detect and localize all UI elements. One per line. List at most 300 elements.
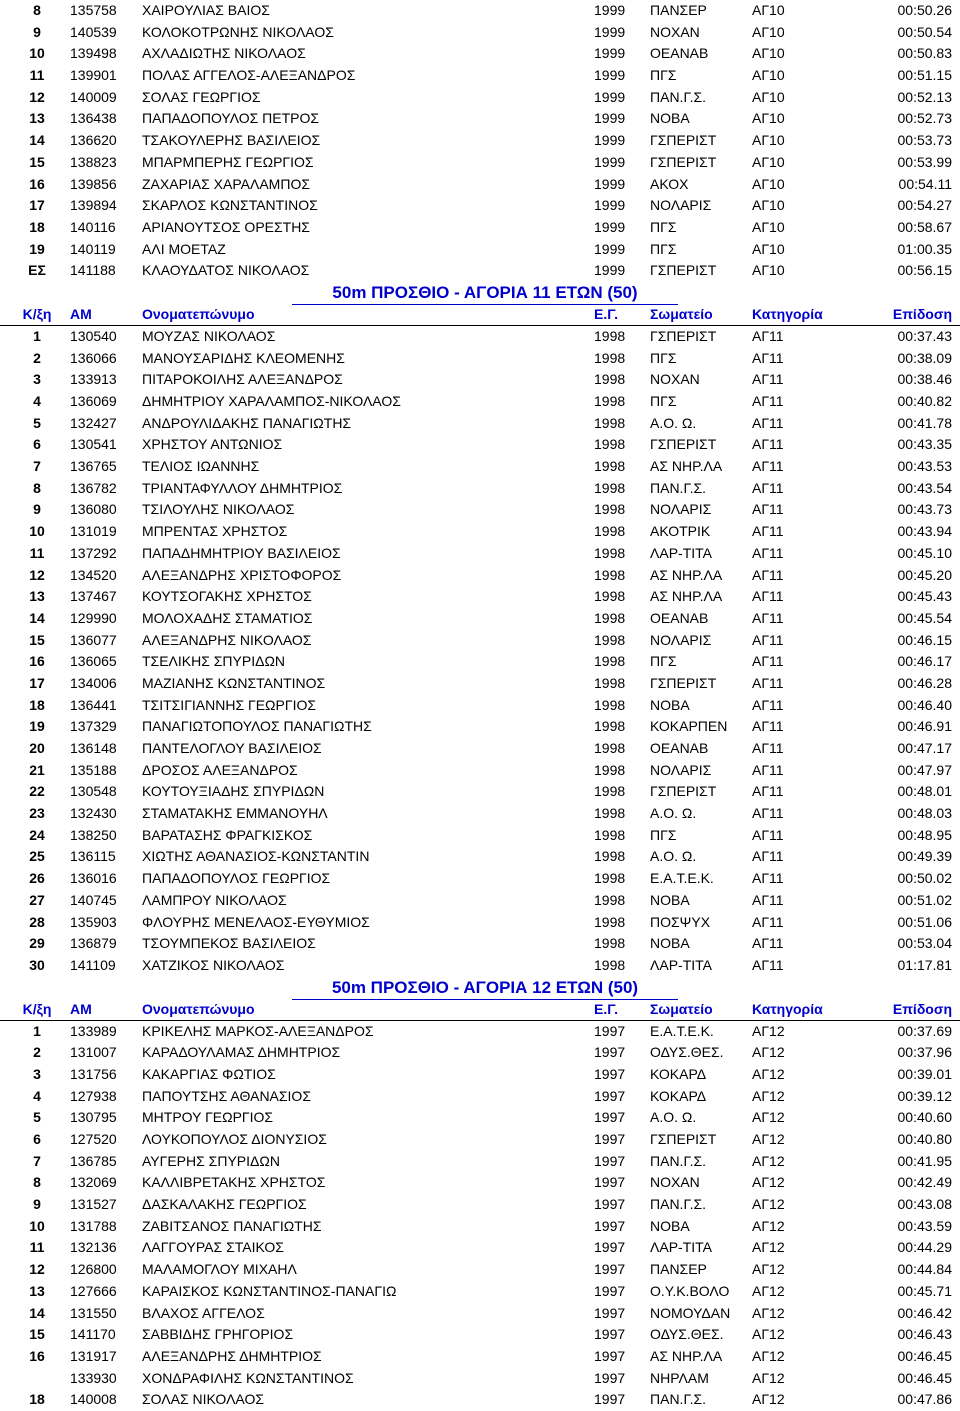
cell-rank: 16	[29, 653, 45, 670]
cell-athlete-name: ΦΛΟΥΡΗΣ ΜΕΝΕΛΑΟΣ-ΕΥΘΥΜΙΟΣ	[142, 913, 370, 930]
cell-category: ΑΓ11	[752, 653, 784, 670]
cell-club: ΛΑΡ-ΤΙΤΑ	[650, 956, 712, 973]
table-row	[0, 868, 960, 890]
cell-club: ΝΟΧΑΝ	[650, 1174, 700, 1191]
table-row	[0, 673, 960, 695]
cell-category: ΑΓ10	[752, 23, 785, 40]
cell-athlete-name: ΖΑΒΙΤΣΑΝΟΣ ΠΑΝΑΓΙΩΤΗΣ	[142, 1217, 322, 1234]
cell-athlete-name: ΖΑΧΑΡΙΑΣ ΧΑΡΑΛΑΜΠΟΣ	[142, 175, 310, 192]
cell-athlete-name: ΤΣΕΛΙΚΗΣ ΣΠΥΡΙΔΩΝ	[142, 653, 286, 670]
cell-rank: 24	[29, 826, 45, 843]
cell-birth-year: 1998	[594, 479, 626, 496]
table-row	[0, 1259, 960, 1281]
cell-time: 00:43.73	[897, 501, 952, 518]
cell-time: 00:37.43	[897, 327, 952, 344]
cell-time: 00:50.54	[897, 23, 952, 40]
cell-athlete-name: ΚΛΑΟΥΔΑΤΟΣ ΝΙΚΟΛΑΟΣ	[142, 262, 310, 279]
cell-time: 00:41.95	[897, 1152, 952, 1169]
cell-athlete-name: ΧΙΩΤΗΣ ΑΘΑΝΑΣΙΟΣ-ΚΩΝΣΤΑΝΤΙΝ	[142, 848, 370, 865]
cell-rank: 27	[29, 891, 45, 908]
table-row	[0, 108, 960, 130]
cell-time: 00:49.39	[897, 848, 952, 865]
cell-birth-year: 1999	[594, 110, 626, 127]
cell-club: ΓΣΠΕΡΙΣΤ	[650, 262, 717, 279]
cell-category: ΑΓ11	[752, 956, 784, 973]
cell-athlete-name: ΣΤΑΜΑΤΑΚΗΣ ΕΜΜΑΝΟΥΗΛ	[142, 805, 328, 822]
cell-athlete-id: 137329	[70, 718, 117, 735]
cell-athlete-id: 137292	[70, 544, 117, 561]
cell-rank: 13	[29, 1282, 45, 1299]
cell-rank: 26	[29, 870, 45, 887]
cell-category: ΑΓ12	[752, 1174, 785, 1191]
cell-club: ΓΣΠΕΡΙΣΤ	[650, 153, 717, 170]
cell-birth-year: 1999	[594, 218, 626, 235]
cell-category: ΑΓ12	[752, 1326, 785, 1343]
cell-rank: 5	[33, 414, 41, 431]
cell-birth-year: 1997	[594, 1239, 626, 1256]
cell-birth-year: 1998	[594, 501, 626, 518]
cell-rank: 14	[29, 132, 45, 149]
cell-category: ΑΓ11	[752, 783, 784, 800]
cell-club: ΠΓΣ	[650, 393, 677, 409]
cell-club: ΠΑΝΣΕΡ	[650, 1261, 707, 1278]
cell-athlete-id: 136065	[70, 653, 117, 670]
cell-club: ΝΟΧΑΝ	[650, 371, 700, 388]
cell-athlete-id: 136148	[70, 740, 117, 756]
cell-athlete-id: 135903	[70, 913, 117, 930]
cell-time: 00:43.08	[897, 1196, 952, 1213]
table-row	[0, 391, 960, 413]
cell-category: ΑΓ11	[752, 718, 784, 735]
cell-rank: 12	[29, 1261, 45, 1278]
cell-athlete-id: 140119	[70, 240, 116, 257]
cell-rank: 19	[29, 240, 45, 257]
cell-category: ΑΓ11	[752, 544, 784, 561]
header-athlete-id: ΑΜ	[70, 305, 92, 322]
cell-time: 00:51.02	[897, 891, 952, 908]
cell-rank: 13	[29, 110, 45, 127]
table-row	[0, 825, 960, 847]
cell-rank: ΕΣ	[28, 262, 46, 279]
cell-rank: 22	[29, 783, 45, 800]
cell-club: ΑΣ ΝΗΡ.ΛΑ	[650, 588, 723, 605]
cell-rank: 14	[29, 1304, 45, 1321]
cell-birth-year: 1997	[594, 1044, 626, 1061]
cell-rank: 15	[29, 153, 45, 170]
cell-rank: 18	[29, 1391, 45, 1408]
cell-time: 00:58.67	[897, 218, 952, 235]
cell-category: ΑΓ12	[752, 1391, 785, 1408]
cell-category: ΑΓ12	[752, 1087, 785, 1104]
cell-time: 00:53.73	[897, 132, 952, 149]
cell-club: ΠΑΝΣΕΡ	[650, 2, 707, 18]
cell-club: ΝΟΒΑ	[650, 110, 690, 127]
cell-athlete-id: 133913	[70, 371, 117, 388]
header-birth-year: Ε.Γ.	[594, 305, 618, 322]
cell-time: 00:47.97	[897, 761, 952, 778]
cell-time: 00:46.15	[897, 631, 952, 648]
table-row	[0, 413, 960, 435]
cell-athlete-name: ΜΗΤΡΟΥ ΓΕΩΡΓΙΟΣ	[142, 1109, 274, 1126]
cell-athlete-name: ΑΝΔΡΟΥΛΙΔΑΚΗΣ ΠΑΝΑΓΙΩΤΗΣ	[142, 414, 352, 431]
cell-birth-year: 1998	[594, 740, 626, 756]
cell-time: 00:38.09	[897, 349, 952, 366]
cell-time: 00:39.01	[897, 1065, 952, 1082]
cell-athlete-id: 136441	[70, 696, 117, 713]
header-athlete-name: Ονοματεπώνυμο	[142, 1000, 255, 1017]
table-row	[0, 521, 960, 543]
cell-athlete-name: ΑΧΛΑΔΙΩΤΗΣ ΝΙΚΟΛΑΟΣ	[142, 45, 306, 62]
cell-athlete-id: 137467	[70, 588, 117, 605]
cell-rank: 7	[33, 1152, 41, 1169]
cell-athlete-id: 139856	[70, 175, 117, 192]
cell-category: ΑΓ11	[752, 805, 784, 822]
cell-time: 00:37.69	[897, 1022, 952, 1039]
cell-athlete-name: ΧΑΤΖΙΚΟΣ ΝΙΚΟΛΑΟΣ	[142, 956, 285, 973]
cell-category: ΑΓ11	[752, 566, 784, 583]
cell-athlete-id: 136080	[70, 501, 117, 518]
cell-time: 01:00.35	[897, 240, 952, 257]
cell-club: ΓΣΠΕΡΙΣΤ	[650, 327, 717, 344]
cell-club: ΚΟΚΑΡΠΕΝ	[650, 718, 728, 735]
cell-time: 00:44.29	[897, 1239, 952, 1256]
cell-time: 00:43.53	[897, 458, 952, 475]
table-row	[0, 260, 960, 282]
table-row	[0, 348, 960, 370]
cell-rank: 18	[29, 218, 45, 235]
table-row	[0, 1151, 960, 1173]
table-row	[0, 239, 960, 261]
cell-birth-year: 1997	[594, 1217, 626, 1234]
cell-athlete-name: ΧΡΗΣΤΟΥ ΑΝΤΩΝΙΟΣ	[142, 436, 283, 453]
cell-club: Ο.Υ.Κ.ΒΟΛΟ	[650, 1282, 730, 1299]
cell-category: ΑΓ11	[752, 935, 784, 952]
cell-athlete-name: ΛΟΥΚΟΠΟΥΛΟΣ ΔΙΟΝΥΣΙΟΣ	[142, 1131, 327, 1147]
cell-club: ΛΑΡ-ΤΙΤΑ	[650, 1239, 712, 1256]
cell-athlete-id: 127520	[70, 1131, 117, 1147]
cell-athlete-name: ΠΑΠΑΔΟΠΟΥΛΟΣ ΠΕΤΡΟΣ	[142, 110, 320, 127]
cell-club: ΝΟΒΑ	[650, 891, 690, 908]
cell-category: ΑΓ12	[752, 1347, 785, 1364]
section-title: 50m ΠΡΟΣΘΙΟ - ΑΓΟΡΙΑ 11 ΕΤΩΝ (50)	[292, 282, 678, 305]
cell-athlete-name: ΣΟΛΑΣ ΝΙΚΟΛΑΟΣ	[142, 1391, 265, 1408]
cell-athlete-name: ΑΛΙ ΜΟΕΤΑΖ	[142, 240, 226, 257]
table-row	[0, 1172, 960, 1194]
cell-athlete-id: 136785	[70, 1152, 117, 1169]
cell-time: 00:45.43	[897, 588, 952, 605]
cell-athlete-id: 131917	[70, 1347, 117, 1364]
cell-category: ΑΓ11	[752, 631, 784, 648]
cell-rank: 6	[33, 436, 41, 453]
cell-birth-year: 1999	[594, 262, 626, 279]
cell-birth-year: 1998	[594, 761, 626, 778]
cell-rank: 25	[29, 848, 45, 865]
cell-athlete-id: 136069	[70, 393, 117, 409]
cell-birth-year: 1999	[594, 153, 626, 170]
cell-rank: 8	[33, 479, 41, 496]
cell-rank: 19	[29, 718, 45, 735]
cell-athlete-id: 130540	[70, 327, 117, 344]
cell-athlete-name: ΣΑΒΒΙΔΗΣ ΓΡΗΓΟΡΙΟΣ	[142, 1326, 294, 1343]
cell-athlete-name: ΔΗΜΗΤΡΙΟΥ ΧΑΡΑΛΑΜΠΟΣ-ΝΙΚΟΛΑΟΣ	[142, 393, 401, 409]
cell-birth-year: 1998	[594, 870, 626, 887]
cell-time: 00:43.59	[897, 1217, 952, 1234]
cell-time: 00:50.83	[897, 45, 952, 62]
cell-athlete-name: ΠΑΠΟΥΤΣΗΣ ΑΘΑΝΑΣΙΟΣ	[142, 1087, 311, 1104]
cell-club: Α.Ο. Ω.	[650, 1109, 697, 1126]
cell-birth-year: 1997	[594, 1109, 626, 1126]
cell-athlete-name: ΜΠΡΕΝΤΑΣ ΧΡΗΣΤΟΣ	[142, 523, 288, 540]
cell-athlete-name: ΤΣΙΛΟΥΛΗΣ ΝΙΚΟΛΑΟΣ	[142, 501, 295, 518]
table-row	[0, 608, 960, 630]
cell-birth-year: 1999	[594, 88, 626, 105]
cell-birth-year: 1998	[594, 631, 626, 648]
cell-club: ΝΟΛΑΡΙΣ	[650, 197, 712, 214]
cell-category: ΑΓ12	[752, 1304, 785, 1321]
cell-time: 00:52.13	[897, 88, 952, 105]
cell-category: ΑΓ11	[752, 870, 784, 887]
cell-category: ΑΓ10	[752, 240, 785, 257]
cell-athlete-name: ΛΑΓΓΟΥΡΑΣ ΣΤΑΙΚΟΣ	[142, 1239, 284, 1256]
cell-time: 00:46.45	[897, 1369, 952, 1386]
cell-category: ΑΓ11	[752, 371, 784, 388]
cell-birth-year: 1998	[594, 436, 626, 453]
cell-birth-year: 1998	[594, 458, 626, 475]
cell-athlete-id: 140116	[70, 218, 116, 235]
cell-club: ΑΣ ΝΗΡ.ΛΑ	[650, 1347, 723, 1364]
cell-birth-year: 1999	[594, 240, 626, 257]
cell-time: 00:54.27	[897, 197, 952, 214]
cell-time: 00:45.71	[897, 1282, 952, 1299]
cell-time: 00:46.91	[897, 718, 952, 735]
cell-club: ΝΟΛΑΡΙΣ	[650, 761, 712, 778]
table-row	[0, 1389, 960, 1411]
cell-category: ΑΓ11	[752, 327, 784, 344]
cell-club: ΑΚΟΧ	[650, 175, 689, 192]
cell-time: 01:17.81	[897, 956, 952, 973]
cell-athlete-name: ΤΡΙΑΝΤΑΦΥΛΛΟΥ ΔΗΜΗΤΡΙΟΣ	[142, 479, 343, 496]
table-row	[0, 22, 960, 44]
cell-rank: 18	[29, 696, 45, 713]
cell-category: ΑΓ10	[752, 132, 785, 149]
cell-club: ΟΔΥΣ.ΘΕΣ.	[650, 1326, 724, 1343]
cell-athlete-id: 131756	[70, 1065, 117, 1082]
cell-rank: 2	[33, 1044, 41, 1061]
cell-category: ΑΓ10	[752, 175, 785, 192]
table-row	[0, 955, 960, 977]
cell-time: 00:39.12	[897, 1087, 952, 1104]
cell-birth-year: 1998	[594, 393, 626, 409]
cell-club: ΝΟΒΑ	[650, 935, 690, 952]
cell-athlete-name: ΠΟΛΑΣ ΑΓΓΕΛΟΣ-ΑΛΕΞΑΝΔΡΟΣ	[142, 67, 356, 84]
cell-category: ΑΓ12	[752, 1131, 785, 1147]
table-row	[0, 434, 960, 456]
table-row	[0, 781, 960, 803]
cell-category: ΑΓ12	[752, 1065, 785, 1082]
cell-athlete-name: ΒΛΑΧΟΣ ΑΓΓΕΛΟΣ	[142, 1304, 265, 1321]
table-row	[0, 369, 960, 391]
cell-athlete-id: 141170	[70, 1326, 116, 1343]
table-row	[0, 933, 960, 955]
cell-athlete-id: 136782	[70, 479, 117, 496]
cell-category: ΑΓ10	[752, 2, 785, 18]
cell-athlete-name: ΜΠΑΡΜΠΕΡΗΣ ΓΕΩΡΓΙΟΣ	[142, 153, 314, 170]
cell-club: ΠΑΝ.Γ.Σ.	[650, 479, 707, 496]
cell-category: ΑΓ12	[752, 1282, 785, 1299]
cell-rank: 10	[29, 523, 45, 540]
cell-athlete-id: 127938	[70, 1087, 117, 1104]
cell-athlete-id: 138250	[70, 826, 117, 843]
table-row	[0, 87, 960, 109]
table-row	[0, 716, 960, 738]
cell-athlete-id: 131527	[70, 1196, 117, 1213]
cell-time: 00:37.96	[897, 1044, 952, 1061]
cell-category: ΑΓ11	[752, 523, 784, 540]
cell-club: ΓΣΠΕΡΙΣΤ	[650, 436, 717, 453]
cell-rank: 21	[29, 761, 45, 778]
cell-athlete-id: 130548	[70, 783, 117, 800]
cell-rank: 29	[29, 935, 45, 952]
table-header	[0, 304, 960, 326]
cell-club: Ε.Α.Τ.Ε.Κ.	[650, 1022, 714, 1039]
cell-birth-year: 1998	[594, 805, 626, 822]
cell-time: 00:40.80	[897, 1131, 952, 1147]
cell-time: 00:48.03	[897, 805, 952, 822]
cell-category: ΑΓ12	[752, 1239, 785, 1256]
cell-rank: 12	[29, 566, 45, 583]
cell-time: 00:40.82	[897, 393, 952, 409]
cell-category: ΑΓ10	[752, 45, 785, 62]
cell-rank: 10	[29, 1217, 45, 1234]
cell-club: ΝΗΡΛΑΜ	[650, 1369, 709, 1386]
cell-athlete-name: ΑΥΓΕΡΗΣ ΣΠΥΡΙΔΩΝ	[142, 1152, 280, 1169]
cell-time: 00:54.11	[898, 175, 952, 192]
cell-athlete-id: 132069	[70, 1174, 117, 1191]
table-row	[0, 651, 960, 673]
cell-athlete-id: 141188	[70, 262, 116, 279]
cell-rank: 11	[29, 67, 45, 84]
cell-birth-year: 1999	[594, 175, 626, 192]
cell-athlete-id: 139498	[70, 45, 117, 62]
cell-birth-year: 1998	[594, 718, 626, 735]
table-row	[0, 760, 960, 782]
cell-birth-year: 1999	[594, 197, 626, 214]
cell-category: ΑΓ10	[752, 153, 785, 170]
cell-athlete-name: ΤΕΛΙΟΣ ΙΩΑΝΝΗΣ	[142, 458, 260, 475]
cell-birth-year: 1999	[594, 2, 626, 18]
cell-category: ΑΓ11	[752, 349, 784, 366]
cell-birth-year: 1997	[594, 1369, 626, 1386]
cell-birth-year: 1998	[594, 414, 626, 431]
cell-club: ΚΟΚΑΡΔ	[650, 1065, 707, 1082]
table-row	[0, 478, 960, 500]
header-category: Κατηγορία	[752, 1000, 823, 1017]
cell-time: 00:56.15	[897, 262, 952, 279]
cell-category: ΑΓ10	[752, 88, 785, 105]
cell-category: ΑΓ12	[752, 1022, 785, 1039]
table-row	[0, 1324, 960, 1346]
cell-rank: 9	[33, 23, 41, 40]
cell-birth-year: 1998	[594, 674, 626, 691]
cell-club: ΠΓΣ	[650, 240, 677, 257]
cell-athlete-name: ΚΑΚΑΡΓΙΑΣ ΦΩΤΙΟΣ	[142, 1065, 276, 1082]
cell-club: ΠΓΣ	[650, 67, 677, 84]
cell-athlete-name: ΤΣΟΥΜΠΕΚΟΣ ΒΑΣΙΛΕΙΟΣ	[142, 935, 316, 952]
cell-athlete-name: ΑΡΙΑΝΟΥΤΣΟΣ ΟΡΕΣΤΗΣ	[142, 218, 310, 235]
cell-birth-year: 1998	[594, 783, 626, 800]
cell-time: 00:43.94	[897, 523, 952, 540]
cell-athlete-id: 138823	[70, 153, 117, 170]
table-row	[0, 738, 960, 760]
cell-athlete-name: ΚΑΡΑΙΣΚΟΣ ΚΩΝΣΤΑΝΤΙΝΟΣ-ΠΑΝΑΓΙΩ	[142, 1282, 397, 1299]
cell-birth-year: 1998	[594, 696, 626, 713]
cell-rank: 9	[33, 501, 41, 518]
cell-athlete-name: ΠΑΝΤΕΛΟΓΛΟΥ ΒΑΣΙΛΕΙΟΣ	[142, 740, 322, 756]
header-rank: Κ/ξη	[22, 305, 52, 322]
cell-athlete-name: ΒΑΡΑΤΑΣΗΣ ΦΡΑΓΚΙΣΚΟΣ	[142, 826, 313, 843]
cell-athlete-name: ΑΛΕΞΑΝΔΡΗΣ ΝΙΚΟΛΑΟΣ	[142, 631, 312, 648]
table-row	[0, 803, 960, 825]
cell-time: 00:47.86	[897, 1391, 952, 1408]
header-club: Σωματείο	[650, 305, 713, 322]
cell-time: 00:44.84	[897, 1261, 952, 1278]
cell-athlete-id: 141109	[70, 956, 116, 973]
cell-category: ΑΓ11	[752, 609, 784, 626]
table-row	[0, 195, 960, 217]
cell-club: ΟΕΑΝΑΒ	[650, 740, 709, 756]
cell-club: ΝΟΛΑΡΙΣ	[650, 631, 712, 648]
cell-athlete-name: ΚΟΥΤΣΟΓΑΚΗΣ ΧΡΗΣΤΟΣ	[142, 588, 312, 605]
cell-rank: 8	[33, 2, 41, 18]
cell-athlete-id: 140008	[70, 1391, 117, 1408]
cell-time: 00:38.46	[897, 371, 952, 388]
cell-athlete-name: ΚΟΥΤΟΥΞΙΑΔΗΣ ΣΠΥΡΙΔΩΝ	[142, 783, 325, 800]
cell-rank: 9	[33, 1196, 41, 1213]
table-row	[0, 43, 960, 65]
cell-birth-year: 1997	[594, 1282, 626, 1299]
table-header	[0, 999, 960, 1021]
header-time: Επίδοση	[892, 1000, 952, 1017]
table-row	[0, 1064, 960, 1086]
table-row	[0, 695, 960, 717]
table-row	[0, 456, 960, 478]
cell-athlete-name: ΣΟΛΑΣ ΓΕΩΡΓΙΟΣ	[142, 88, 261, 105]
table-row	[0, 1129, 960, 1151]
cell-athlete-name: ΠΑΝΑΓΙΩΤΟΠΟΥΛΟΣ ΠΑΝΑΓΙΩΤΗΣ	[142, 718, 372, 735]
table-row	[0, 174, 960, 196]
table-row	[0, 586, 960, 608]
cell-rank: 16	[29, 175, 45, 192]
cell-athlete-name: ΠΑΠΑΔΗΜΗΤΡΙΟΥ ΒΑΣΙΛΕΙΟΣ	[142, 544, 341, 561]
header-time: Επίδοση	[892, 305, 952, 322]
header-athlete-id: ΑΜ	[70, 1000, 92, 1017]
table-row	[0, 217, 960, 239]
cell-athlete-id: 139894	[70, 197, 117, 214]
cell-club: Ε.Α.Τ.Ε.Κ.	[650, 870, 714, 887]
cell-rank: 16	[29, 1347, 45, 1364]
cell-birth-year: 1998	[594, 653, 626, 670]
table-row	[0, 1021, 960, 1043]
cell-athlete-id: 136620	[70, 132, 117, 149]
cell-birth-year: 1998	[594, 956, 626, 973]
cell-time: 00:46.17	[897, 653, 952, 670]
cell-athlete-id: 136077	[70, 631, 117, 648]
cell-category: ΑΓ12	[752, 1152, 785, 1169]
cell-time: 00:45.10	[897, 544, 952, 561]
table-row	[0, 890, 960, 912]
cell-time: 00:53.99	[897, 153, 952, 170]
cell-athlete-name: ΜΟΛΟΧΑΔΗΣ ΣΤΑΜΑΤΙΟΣ	[142, 609, 313, 626]
